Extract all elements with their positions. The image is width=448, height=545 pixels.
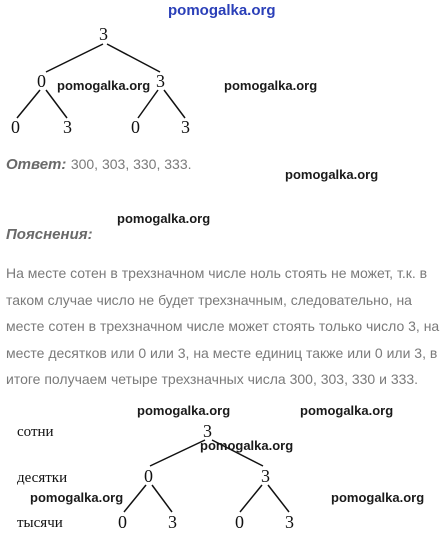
tree1-leaf: 3 bbox=[181, 117, 190, 137]
tree2-leaf: 0 bbox=[118, 512, 127, 532]
tree2-node-left: 0 bbox=[144, 466, 153, 486]
tree2-label-hundreds: сотни bbox=[17, 424, 54, 440]
watermark-top[interactable]: pomogalka.org bbox=[168, 2, 276, 19]
watermark[interactable]: pomogalka.org bbox=[57, 78, 151, 93]
watermark[interactable]: pomogalka.org bbox=[117, 211, 211, 226]
tree1-node-left: 0 bbox=[37, 71, 46, 91]
tree2-node-right: 3 bbox=[261, 466, 270, 486]
watermark[interactable]: pomogalka.org bbox=[137, 403, 231, 418]
watermark[interactable]: pomogalka.org bbox=[331, 490, 425, 505]
watermark[interactable]: pomogalka.org bbox=[285, 167, 379, 182]
tree1-node-right: 3 bbox=[156, 71, 165, 91]
tree2-root-node: 3 bbox=[203, 421, 212, 441]
tree2-label-tens: десятки bbox=[17, 470, 68, 486]
watermark[interactable]: pomogalka.org bbox=[200, 438, 294, 453]
answer-line bbox=[6, 156, 192, 174]
tree2-leaf: 3 bbox=[168, 512, 177, 532]
answer-label: Ответ: bbox=[6, 156, 67, 173]
tree1-leaf: 0 bbox=[11, 117, 20, 137]
tree1-root-node: 3 bbox=[99, 24, 108, 44]
answer-value: 300, 303, 330, 333. bbox=[70, 156, 192, 172]
tree1-leaf: 0 bbox=[131, 117, 140, 137]
explanation-label: Пояснения: bbox=[6, 226, 93, 243]
tree2-leaf: 3 bbox=[285, 512, 294, 532]
tree1-leaf: 3 bbox=[63, 117, 72, 137]
tree2-leaf: 0 bbox=[235, 512, 244, 532]
watermark[interactable]: pomogalka.org bbox=[300, 403, 394, 418]
watermark[interactable]: pomogalka.org bbox=[224, 78, 318, 93]
tree2-label-thousands: тысячи bbox=[17, 515, 63, 531]
explanation-paragraph: На месте сотен в трехзначном числе ноль стоять не может, т.к. в таком случае число не будет трехзначным, следовательно, на месте сотен в трехзначном числе может стоять только число 3, на месте десятков или 0 или 3, на месте единиц также или 0 или 3, в итоге получаем четыре трехзначных числа 300, 303, 330 и 333. bbox=[6, 265, 440, 387]
watermark[interactable]: pomogalka.org bbox=[30, 490, 124, 505]
